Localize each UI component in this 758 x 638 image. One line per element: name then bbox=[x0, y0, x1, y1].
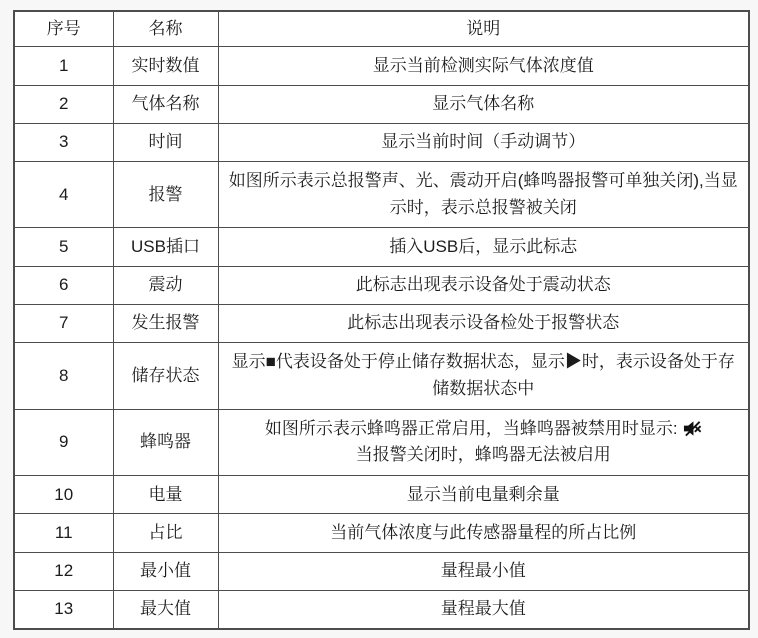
row-number-cell: 12 bbox=[14, 552, 113, 590]
table-row bbox=[14, 552, 749, 590]
row-name-cell: 震动 bbox=[113, 266, 218, 304]
row-desc-cell bbox=[218, 590, 749, 629]
table-row bbox=[14, 514, 749, 552]
device-screen-legend-table bbox=[13, 10, 750, 630]
row-desc-cell bbox=[218, 266, 749, 304]
table-row bbox=[14, 343, 749, 410]
row-desc-text: 显示气体名称 bbox=[432, 93, 535, 113]
row-number-cell: 8 bbox=[14, 343, 113, 410]
table-row bbox=[14, 228, 749, 266]
row-name-cell: 电量 bbox=[113, 476, 218, 514]
row-desc-cell bbox=[218, 304, 749, 342]
row-desc-line1 bbox=[265, 419, 702, 438]
row-desc-line1 bbox=[229, 171, 738, 216]
row-name-cell: 报警 bbox=[113, 161, 218, 228]
table-row bbox=[14, 123, 749, 161]
row-number-cell: 3 bbox=[14, 123, 113, 161]
row-desc-text: 当前气体浓度与此传感器量程的所占比例 bbox=[330, 522, 637, 542]
row-desc-text: 此标志出现表示设备处于震动状态 bbox=[355, 275, 611, 295]
muted-speaker-icon bbox=[683, 419, 702, 438]
row-desc-cell bbox=[218, 123, 749, 161]
table-row bbox=[14, 161, 749, 228]
row-desc-line2: 当报警关闭时，蜂鸣器无法被启用 bbox=[355, 445, 611, 465]
row-desc-cell bbox=[218, 47, 749, 85]
row-desc-cell bbox=[218, 552, 749, 590]
table-row bbox=[14, 590, 749, 629]
table-row bbox=[14, 304, 749, 342]
row-name-cell: 发生报警 bbox=[113, 304, 218, 342]
header-number: 序号 bbox=[14, 11, 113, 47]
table-row bbox=[14, 266, 749, 304]
row-name-cell: USB插口 bbox=[113, 228, 218, 266]
table-row bbox=[14, 47, 749, 85]
table-row bbox=[14, 409, 749, 476]
row-desc-line1 bbox=[432, 94, 534, 113]
row-name-cell: 气体名称 bbox=[113, 85, 218, 123]
row-desc-line1 bbox=[381, 132, 585, 151]
row-desc-text: 如图所示表示总报警声、光、震动开启(蜂鸣器报警可单独关闭),当显示时，表示总报警被关闭 bbox=[228, 171, 738, 217]
row-desc-line1 bbox=[389, 237, 577, 256]
row-name-cell: 最大值 bbox=[113, 590, 218, 629]
spec-table-container bbox=[13, 10, 750, 630]
row-number-cell: 5 bbox=[14, 228, 113, 266]
row-desc-text: 量程最大值 bbox=[440, 599, 526, 619]
row-desc-text: 此标志出现表示设备检处于报警状态 bbox=[347, 313, 620, 333]
row-desc-text: 如图所示表示蜂鸣器正常启用，当蜂鸣器被禁用时显示: bbox=[264, 419, 678, 439]
row-desc-line1 bbox=[407, 485, 560, 504]
row-name-cell: 实时数值 bbox=[113, 47, 218, 85]
row-desc-text: 显示当前电量剩余量 bbox=[406, 484, 560, 504]
row-desc-cell bbox=[218, 161, 749, 228]
row-name-cell: 蜂鸣器 bbox=[113, 409, 218, 476]
row-number-cell: 7 bbox=[14, 304, 113, 342]
row-desc-cell bbox=[218, 409, 749, 476]
row-number-cell: 1 bbox=[14, 47, 113, 85]
row-number-cell: 13 bbox=[14, 590, 113, 629]
row-desc-line1 bbox=[356, 275, 611, 294]
row-desc-text: 量程最小值 bbox=[440, 561, 526, 580]
row-desc-cell bbox=[218, 476, 749, 514]
row-desc-text: 显示当前检测实际气体浓度值 bbox=[372, 55, 594, 75]
table-row bbox=[14, 476, 749, 514]
row-desc-line1 bbox=[232, 352, 735, 397]
row-desc-text: 显示当前时间（手动调节） bbox=[381, 132, 586, 152]
table-header-row bbox=[14, 11, 749, 47]
row-desc-line1 bbox=[441, 599, 526, 618]
row-number-cell: 6 bbox=[14, 266, 113, 304]
row-desc-line1 bbox=[330, 523, 636, 542]
header-name: 名称 bbox=[113, 11, 218, 47]
row-desc-cell bbox=[218, 85, 749, 123]
row-number-cell: 11 bbox=[14, 514, 113, 552]
row-number-cell: 9 bbox=[14, 409, 113, 476]
header-description: 说明 bbox=[218, 11, 749, 47]
row-desc-cell bbox=[218, 343, 749, 410]
row-name-cell: 占比 bbox=[113, 514, 218, 552]
row-name-cell: 最小值 bbox=[113, 552, 218, 590]
row-desc-text: 插入USB后，显示此标志 bbox=[389, 236, 578, 256]
table-row bbox=[14, 85, 749, 123]
row-desc-cell bbox=[218, 514, 749, 552]
row-desc-cell bbox=[218, 228, 749, 266]
row-desc-line1 bbox=[441, 561, 526, 580]
row-name-cell: 储存状态 bbox=[113, 343, 218, 410]
row-desc-line1 bbox=[347, 313, 619, 332]
row-name-cell: 时间 bbox=[113, 123, 218, 161]
row-number-cell: 4 bbox=[14, 161, 113, 228]
row-desc-text: 显示■代表设备处于停止储存数据状态，显示▶时，表示设备处于存储数据状态中 bbox=[231, 352, 735, 398]
row-number-cell: 10 bbox=[14, 476, 113, 514]
row-number-cell: 2 bbox=[14, 85, 113, 123]
row-desc-line1 bbox=[373, 56, 594, 75]
